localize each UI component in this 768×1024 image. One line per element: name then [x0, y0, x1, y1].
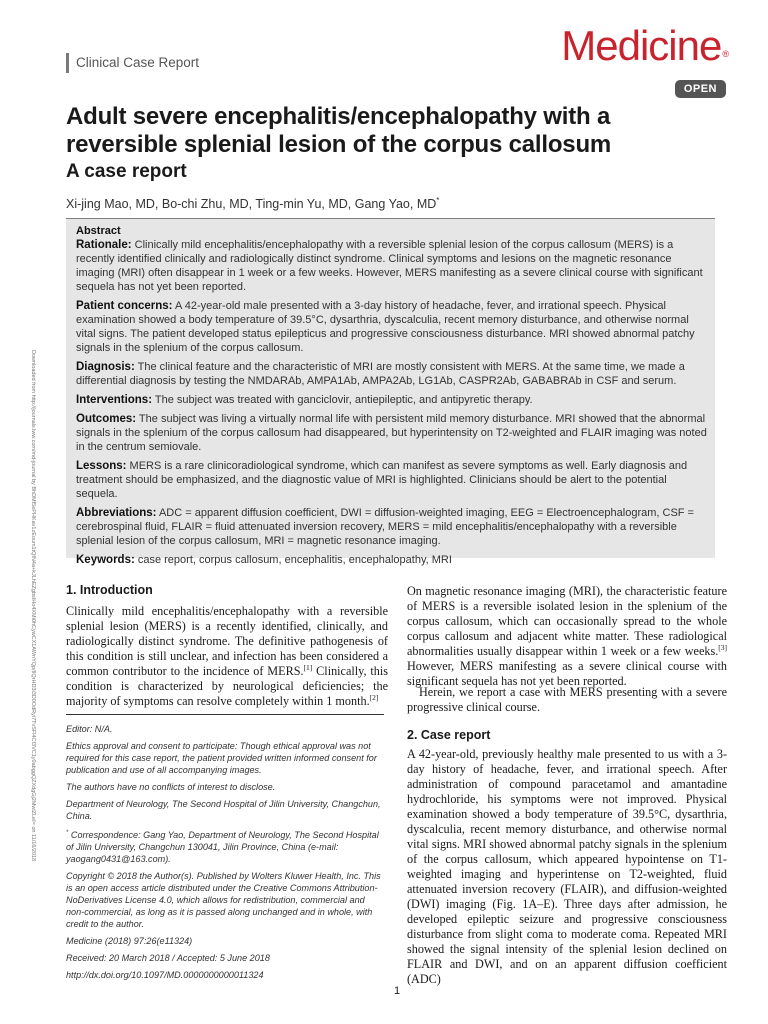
footnote-ethics: Ethics approval and consent to participate: Though ethical approval was not required for this case report, the patient provided written informed consent for publication and use of all accompanying images.	[66, 741, 377, 775]
footnote-correspondence	[66, 827, 384, 865]
rationale-text: Clinically mild encephalitis/encephalopathy with a reversible splenial lesion of the corpus callosum (MERS) is a recently identified clinically and radiologically distinct syndrome. Clinical symptoms and lesions on the magnetic resonance imaging (MRI) often disappear in 1 week or a few weeks. However, MERS manifesting as a severe clinical course with significant sequela has not yet been reported.	[76, 239, 703, 293]
footnote-conflicts: The authors have no conflicts of interest to disclose.	[66, 782, 276, 792]
rationale-label: Rationale:	[76, 239, 132, 251]
introduction-paragraph	[66, 604, 388, 709]
case-report-paragraph: A 42-year-old, previously healthy male presented to us with a 3-day history of headache, fever, and irrational speech. After administration of compound paracetamol and amantadine hydrochloride, his symptoms were not improved. Physical examination showed a body temperature of 39.5°C, dysarthria, dyscalculia, recent memory disturbance, and otherwise normal vital signs. MRI showed abnormal patchy signals in the splenium of the corpus callosum, which appeared hypointense on T1-weighted imaging and hyperintense on T2-weighted, fluid attenuated inversion recovery (FLAIR), and diffusion-weighted (DWI) imaging (Fig. 1A–E). Three days after admission, he developed epileptic seizure and progressive consciousness disturbance from slight coma to moderate coma. Repeated MRI showed the signal intensity of the splenial lesion declined on FLAIR and DWI, and on an apparent diffusion coefficient (ADC)	[407, 747, 727, 986]
article-title: Adult severe encephalitis/encephalopathy with a reversible splenial lesion of the corpus callosum	[66, 103, 612, 158]
interventions-label: Interventions:	[76, 394, 153, 406]
abstract-heading: Abstract	[76, 225, 121, 237]
intro-text-b: Clinically, this condition is characterized by neurological deficiencies; the majority of symptoms can resolve completely within 1 month.	[66, 664, 388, 708]
interventions-text: The subject was treated with ganciclovir, antiepileptic, and antipyretic therapy.	[152, 394, 533, 406]
abbreviations-label: Abbreviations:	[76, 507, 157, 519]
intro-right-a: On magnetic resonance imaging (MRI), the characteristic feature of MERS is a reversible isolated lesion in the splenium of the corpus callosum, which can occasionally spread to the whole corpus callosum and adjacent white matter. These radiological abnormalities usually disappear within 1 week or a few weeks.	[407, 584, 727, 658]
introduction-paragraph-continued	[407, 584, 727, 689]
abstract-outcomes	[76, 412, 707, 454]
lessons-text: MERS is a rare clinicoradiological syndrome, which can manifest as severe symptoms as well. Early diagnosis and treatment should be emphasized, and the diagnostic value of MRI is highlighted. Clinicians should be alert to the potential sequela.	[76, 460, 688, 500]
diagnosis-label: Diagnosis:	[76, 361, 135, 373]
patient-concerns-label: Patient concerns:	[76, 300, 173, 312]
footnote-citation: Medicine (2018) 97:26(e11324)	[66, 936, 193, 947]
abstract-abbreviations	[76, 506, 707, 548]
outcomes-label: Outcomes:	[76, 413, 137, 425]
keywords-label: Keywords:	[76, 554, 135, 566]
footnote-dates: Received: 20 March 2018 / Accepted: 5 June 2018	[66, 953, 270, 964]
corresponding-author-mark: *	[436, 196, 440, 205]
outcomes-text: The subject was living a virtually normal life with persistent mild memory disturbance. MRI showed that the abnormal signals in the splenium of the corpus callosum had disappeared, but hyperintensity on T2-weighted and FLAIR imaging was noted in the centrum semiovale.	[76, 413, 707, 453]
correspondence-text: Correspondence: Gang Yao, Department of Neurology, The Second Hospital of Jilin University, Changchun 130041, Jilin Province, China (e-mail: yaogang0431@163.com).	[66, 830, 379, 865]
reference-link-2[interactable]: [2]	[369, 692, 379, 702]
download-watermark	[28, 350, 36, 862]
journal-name: Medicine	[561, 22, 722, 69]
abstract-rationale	[76, 238, 707, 294]
footnote-doi-link[interactable]: http://dx.doi.org/10.1097/MD.0000000000011324	[66, 970, 264, 981]
abstract-diagnosis	[76, 360, 707, 388]
abstract-box	[66, 218, 715, 566]
intro-right-b: However, MERS manifesting as a severe clinical course with significant sequela has not yet been reported.	[407, 659, 727, 688]
reference-link-1[interactable]: [1]	[303, 662, 313, 672]
section-label: Clinical Case Report	[66, 53, 199, 73]
article-subtitle: A case report	[66, 161, 187, 182]
authors-text: Xi-jing Mao, MD, Bo-chi Zhu, MD, Ting-min Yu, MD, Gang Yao, MD	[66, 197, 437, 212]
download-note-text: Downloaded from http://journals.lww.com/md-journal by BhDMf5ePHKav1zEoum1tQfN4a+kJLhEZgbsIHo4XMi0hCywCX1AWnYQp/IlQrHD3i3D0OdRyi7TvSFl4Cf3VC1y0abggQZXdgGj2MwlZLeI= on 11/16/2018	[30, 350, 36, 862]
footnote-editor: Editor: N/A.	[66, 724, 113, 734]
abstract-patient-concerns	[76, 299, 707, 355]
journal-logo	[561, 22, 728, 70]
article-footnotes	[66, 714, 384, 986]
abstract-lessons	[76, 459, 707, 501]
footnote-copyright: Copyright © 2018 the Author(s). Published by Wolters Kluwer Health, Inc. This is an open access article distributed under the Creative Commons Attribution-NoDerivatives License 4.0, which allows for redistribution, commercial and non-commercial, as long as it is passed along unchanged and in whole, with credit to the author.	[66, 871, 381, 930]
keywords-text: case report, corpus callosum, encephalitis, encephalopathy, MRI	[134, 554, 452, 566]
author-list	[66, 192, 439, 213]
registered-mark: ®	[722, 49, 728, 59]
correspondence-mark: *	[66, 830, 69, 836]
abstract-keywords	[76, 553, 707, 567]
footnote-department: Department of Neurology, The Second Hospital of Jilin University, Changchun, China.	[66, 799, 381, 821]
diagnosis-text: The clinical feature and the characteristic of MRI are mostly consistent with MERS. At the same time, we made a differential diagnosis by testing the NMDARAb, AMPA1Ab, AMPA2Ab, LG1Ab, CASPR2Ab, GABABRAb in CSF and serum.	[76, 361, 685, 387]
abstract-interventions	[76, 393, 707, 407]
page-number: 1	[394, 985, 401, 997]
introduction-closing-paragraph: Herein, we report a case with MERS presenting with a severe progressive clinical course.	[407, 685, 727, 714]
reference-link-3[interactable]: [3]	[718, 642, 727, 652]
abbreviations-text: ADC = apparent diffusion coefficient, DWI = diffusion-weighted imaging, EEG = Electroencephalogram, CSF = cerebrospinal fluid, FLAIR = fluid attenuated inversion recovery, MERS = mild encephalitis/encephalopathy with a reversible splenial lesion of the corpus callosum, MRI = magnetic resonance imaging.	[76, 507, 694, 547]
case-report-heading: 2. Case report	[407, 728, 491, 742]
open-access-badge: OPEN	[675, 80, 726, 98]
lessons-label: Lessons:	[76, 460, 127, 472]
introduction-heading: 1. Introduction	[66, 583, 153, 597]
intro-text-a: Clinically mild encephalitis/encephalopathy with a reversible splenial lesion (MERS) is a recently identified, clinically, and radiologically distinct syndrome. The definitive pathogenesis of this condition is still unclear, and infection has been considered a common contributor to the incidence of MERS.	[66, 604, 388, 678]
patient-concerns-text: A 42-year-old male presented with a 3-day history of headache, fever, and irrational speech. Physical examination showed a body temperature of 39.5°C, dysarthria, dyscalculia, recent memory disturbance, and otherwise normal vital signs. The patient developed status epilepticus and progressive consciousness disturbance. MRI showed abnormal patchy signals in the splenium of the corpus callosum.	[76, 300, 695, 354]
